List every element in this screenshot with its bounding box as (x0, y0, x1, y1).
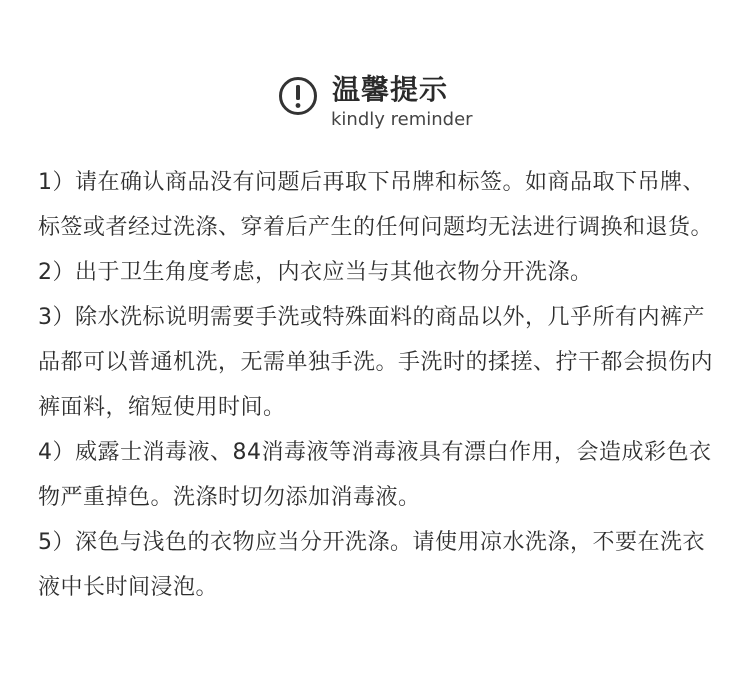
reminder-item-5: 5）深色与浅色的衣物应当分开洗涤。请使用凉水洗涤，不要在洗衣液中长时间浸泡。 (38, 530, 705, 600)
reminder-item-4: 4）威露士消毒液、84消毒液等消毒液具有漂白作用，会造成彩色衣物严重掉色。洗涤时切勿添加消毒液。 (38, 440, 712, 510)
reminder-item-2: 2）出于卫生角度考虑，内衣应当与其他衣物分开洗涤。 (38, 260, 593, 285)
reminder-title: 温馨提示 (332, 73, 449, 106)
reminder-subtitle: kindly reminder (331, 109, 473, 130)
reminder-list (38, 160, 713, 610)
reminder-item-1: 1）请在确认商品没有问题后再取下吊牌和标签。如商品取下吊牌、标签或者经过洗涤、穿着后产生的任何问题均无法进行调换和退货。 (38, 170, 714, 240)
reminder-item-3: 3）除水洗标说明需要手洗或特殊面料的商品以外，几乎所有内裤产品都可以普通机洗，无需单独手洗。手洗时的揉搓、拧干都会损伤内裤面料，缩短使用时间。 (38, 305, 714, 420)
reminder-header (0, 64, 750, 134)
exclamation-circle-icon (278, 76, 318, 116)
